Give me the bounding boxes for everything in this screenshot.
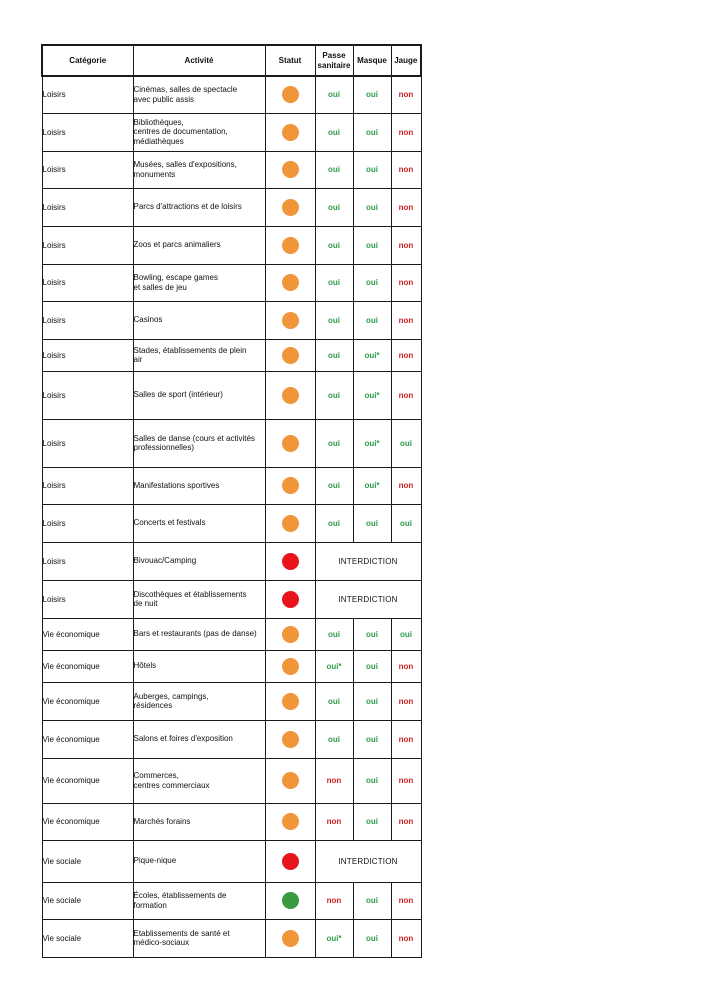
jauge-cell [391,371,421,419]
table-body [42,76,421,957]
status-orange-dot-icon [282,813,299,830]
masque-value: oui [366,315,378,325]
status-cell [265,650,315,682]
jauge-value: non [398,240,414,250]
masque-cell [353,264,391,301]
table-row [42,803,421,840]
status-red-dot-icon [282,553,299,570]
jauge-value: non [398,696,414,706]
category-cell: Loisirs [42,419,133,467]
status-orange-dot-icon [282,693,299,710]
masque-value: oui [366,278,378,287]
jauge-value: non [398,315,414,325]
category-cell: Vie économique [42,682,133,720]
jauge-cell [391,758,421,803]
jauge-cell [391,419,421,467]
jauge-value: non [398,817,414,826]
passe-value: oui [328,438,340,448]
masque-cell [353,467,391,504]
masque-cell [353,371,391,419]
jauge-value: non [398,90,414,100]
passe-cell [315,226,353,264]
jauge-value: non [398,933,414,943]
activity-cell [133,371,265,419]
masque-cell [353,803,391,840]
passe-cell [315,720,353,758]
jauge-cell [391,618,421,650]
masque-value: oui [366,240,378,250]
table-row [42,151,421,188]
jauge-cell [391,226,421,264]
passe-value: non [326,896,342,905]
activity-line: Pique-nique [133,856,177,866]
jauge-value: non [398,390,414,400]
passe-value: oui [328,315,340,325]
status-cell [265,504,315,542]
status-cell [265,264,315,301]
activity-cell [133,226,265,264]
activity-cell [133,840,265,882]
table-row [42,467,421,504]
masque-value: oui [366,202,378,212]
passe-cell [315,264,353,301]
status-orange-dot-icon [282,626,299,643]
activity-line: Écoles, établissements de [133,891,227,900]
category-cell: Loisirs [42,226,133,264]
activity-cell [133,650,265,682]
status-orange-dot-icon [282,347,299,364]
status-orange-dot-icon [282,161,299,178]
category-cell: Loisirs [42,542,133,580]
status-orange-dot-icon [282,930,299,947]
activity-cell [133,419,265,467]
activity-cell [133,264,265,301]
passe-value: oui [328,696,340,706]
jauge-value: non [398,734,414,744]
passe-cell [315,188,353,226]
table-row [42,264,421,301]
table-row [42,188,421,226]
category-cell: Vie sociale [42,919,133,957]
category-cell: Loisirs [42,371,133,419]
masque-value: oui [366,165,378,174]
status-red-dot-icon [282,591,299,608]
masque-cell [353,339,391,371]
jauge-cell [391,339,421,371]
category-cell: Loisirs [42,467,133,504]
category-cell: Loisirs [42,76,133,113]
jauge-value: non [398,481,414,490]
activity-cell [133,542,265,580]
masque-cell [353,720,391,758]
activity-line: Bowling, escape games [133,273,218,282]
activity-cell [133,467,265,504]
masque-value: oui [366,933,378,943]
status-orange-dot-icon [282,658,299,675]
status-red-dot-icon [282,853,299,870]
activity-line: centres commerciaux [133,780,210,790]
table-row [42,504,421,542]
activity-line: Bibliothèques, [133,117,184,127]
activity-line: monuments [133,169,176,179]
status-cell [265,339,315,371]
jauge-cell [391,264,421,301]
passe-value: non [326,776,342,785]
passe-cell [315,113,353,151]
activity-line: Salles de sport (intérieur) [133,390,223,400]
passe-cell [315,371,353,419]
table-row [42,580,421,618]
status-cell [265,840,315,882]
status-cell [265,371,315,419]
masque-cell [353,76,391,113]
jauge-value: oui [400,629,412,639]
activity-line: professionnelles) [133,443,194,452]
passe-value: oui [328,481,340,490]
masque-cell [353,882,391,919]
category-cell: Loisirs [42,504,133,542]
passe-value: oui [328,629,340,639]
status-cell [265,803,315,840]
table-row [42,618,421,650]
jauge-cell [391,882,421,919]
activity-line: résidences [133,701,173,710]
activity-cell [133,339,265,371]
masque-cell [353,618,391,650]
category-cell: Loisirs [42,151,133,188]
activity-line: Marchés forains [133,816,191,826]
interdiction-cell: INTERDICTION [315,580,421,618]
passe-value: oui [328,127,340,137]
activity-line: Manifestations sportives [133,480,220,490]
table-row [42,301,421,339]
activity-cell [133,76,265,113]
status-cell [265,301,315,339]
masque-cell [353,113,391,151]
passe-value: oui [328,350,340,360]
jauge-cell [391,76,421,113]
table-row [42,113,421,151]
masque-cell [353,419,391,467]
status-orange-dot-icon [282,124,299,141]
status-cell [265,151,315,188]
masque-value: oui* [364,438,380,448]
activity-cell [133,682,265,720]
header-activite: Activité [133,45,265,76]
table-row [42,371,421,419]
jauge-cell [391,803,421,840]
activity-line: Casinos [133,315,163,325]
passe-value: oui [328,240,340,250]
jauge-cell [391,113,421,151]
passe-cell [315,803,353,840]
passe-cell [315,618,353,650]
header-categorie: Catégorie [42,45,133,76]
status-orange-dot-icon [282,515,299,532]
interdiction-cell: INTERDICTION [315,542,421,580]
masque-value: oui [366,696,378,706]
jauge-value: non [398,896,414,905]
jauge-cell [391,151,421,188]
passe-cell [315,504,353,542]
masque-value: oui* [364,390,380,400]
masque-cell [353,504,391,542]
status-orange-dot-icon [282,477,299,494]
category-cell: Vie économique [42,650,133,682]
jauge-value: non [398,278,414,287]
masque-cell [353,650,391,682]
passe-cell [315,151,353,188]
status-cell [265,618,315,650]
passe-cell [315,758,353,803]
passe-cell [315,467,353,504]
masque-value: oui [366,734,378,744]
masque-cell [353,758,391,803]
status-orange-dot-icon [282,435,299,452]
category-cell: Loisirs [42,580,133,618]
status-cell [265,226,315,264]
passe-cell [315,419,353,467]
activity-line: Bivouac/Camping [133,556,197,566]
activity-cell [133,188,265,226]
table-row [42,720,421,758]
masque-value: oui* [364,481,380,490]
status-cell [265,467,315,504]
header-masque: Masque [353,45,391,76]
passe-cell [315,301,353,339]
status-cell [265,113,315,151]
activity-line: Auberges, campings, [133,691,209,701]
jauge-cell [391,650,421,682]
status-cell [265,188,315,226]
jauge-cell [391,188,421,226]
activity-line: Discothèques et établissements [133,589,247,599]
activity-line: Stades, établissements de plein [133,345,247,355]
category-cell: Loisirs [42,113,133,151]
status-cell [265,720,315,758]
jauge-cell [391,682,421,720]
table-row [42,882,421,919]
category-cell: Loisirs [42,264,133,301]
jauge-cell [391,720,421,758]
passe-cell [315,76,353,113]
jauge-value: non [398,350,414,360]
table-row [42,76,421,113]
table-row [42,226,421,264]
status-orange-dot-icon [282,86,299,103]
table-row [42,339,421,371]
passe-value: oui [328,390,340,400]
masque-cell [353,682,391,720]
passe-cell [315,882,353,919]
jauge-value: oui [400,438,412,448]
activity-cell [133,580,265,618]
status-orange-dot-icon [282,387,299,404]
status-cell [265,882,315,919]
passe-value: oui [328,202,340,212]
masque-value: oui [366,896,378,905]
activity-cell [133,803,265,840]
jauge-value: non [398,661,414,671]
status-cell [265,76,315,113]
activity-line: médico-sociaux [133,938,190,947]
activity-line: et salles de jeu [133,282,187,292]
passe-value: oui [328,165,340,174]
activity-line: Bars et restaurants (pas de danse) [133,629,257,639]
activity-line: Salles de danse (cours et activités [133,433,255,443]
table-row [42,840,421,882]
table-row [42,919,421,957]
jauge-value: oui [400,518,412,528]
status-orange-dot-icon [282,312,299,329]
category-cell: Loisirs [42,301,133,339]
masque-cell [353,188,391,226]
status-cell [265,919,315,957]
category-cell: Loisirs [42,339,133,371]
jauge-cell [391,919,421,957]
passe-value: non [326,817,342,826]
header-jauge: Jauge [391,45,421,76]
activity-line: avec public assis [133,94,194,104]
status-orange-dot-icon [282,274,299,291]
masque-value: oui [366,817,378,826]
header-passe-line1: Passe [322,50,346,60]
passe-cell [315,919,353,957]
category-cell: Vie sociale [42,882,133,919]
masque-value: oui [366,776,378,785]
category-cell: Vie économique [42,803,133,840]
activity-line: médiathèques [133,136,184,146]
activity-cell [133,919,265,957]
status-orange-dot-icon [282,731,299,748]
interdiction-cell: INTERDICTION [315,840,421,882]
header-passe-sanitaire [315,45,353,76]
activity-cell [133,720,265,758]
status-cell [265,682,315,720]
activity-cell [133,882,265,919]
activity-cell [133,504,265,542]
measures-table [41,44,422,958]
activity-line: Zoos et parcs animaliers [133,240,221,250]
masque-value: oui [366,518,378,528]
masque-cell [353,151,391,188]
activity-line: Commerces, [133,771,179,780]
activity-line: Cinémas, salles de spectacle [133,85,238,95]
category-cell: Vie sociale [42,840,133,882]
activity-line: Salons et foires d'exposition [133,734,233,744]
passe-value: oui [328,90,340,100]
activity-cell [133,301,265,339]
status-orange-dot-icon [282,772,299,789]
jauge-value: non [398,776,414,785]
passe-value: oui* [326,661,342,671]
masque-value: oui [366,629,378,639]
header-passe-line2: sanitaire [317,60,351,70]
jauge-cell [391,504,421,542]
status-cell [265,580,315,618]
activity-line: centres de documentation, [133,127,228,137]
table-row [42,650,421,682]
category-cell: Vie économique [42,618,133,650]
header-row [42,45,421,76]
jauge-value: non [398,127,414,137]
table-row [42,419,421,467]
status-cell [265,542,315,580]
status-cell [265,758,315,803]
category-cell: Loisirs [42,188,133,226]
activity-line: formation [133,900,167,910]
status-cell [265,419,315,467]
activity-line: Etablissements de santé et [133,928,230,938]
passe-value: oui [328,518,340,528]
table-row [42,758,421,803]
masque-cell [353,301,391,339]
passe-value: oui* [326,933,342,943]
activity-line: Hôtels [133,661,157,671]
category-cell: Vie économique [42,758,133,803]
activity-cell [133,618,265,650]
jauge-cell [391,301,421,339]
activity-line: Concerts et festivals [133,518,206,528]
masque-value: oui [366,661,378,671]
header-statut: Statut [265,45,315,76]
status-orange-dot-icon [282,237,299,254]
passe-cell [315,339,353,371]
jauge-cell [391,467,421,504]
masque-value: oui* [364,350,380,360]
activity-line: de nuit [133,599,158,608]
table-row [42,682,421,720]
jauge-value: non [398,202,414,212]
masque-cell [353,919,391,957]
activity-cell [133,151,265,188]
activity-line: air [133,355,143,364]
activity-cell [133,758,265,803]
table-row [42,542,421,580]
status-orange-dot-icon [282,199,299,216]
activity-line: Parcs d'attractions et de loisirs [133,202,242,212]
status-green-dot-icon [282,892,299,909]
masque-value: oui [366,90,378,100]
category-cell: Vie économique [42,720,133,758]
passe-value: oui [328,734,340,744]
activity-cell [133,113,265,151]
passe-cell [315,682,353,720]
masque-value: oui [366,127,378,137]
activity-line: Musées, salles d'expositions, [133,160,237,169]
jauge-value: non [398,165,414,174]
passe-cell [315,650,353,682]
masque-cell [353,226,391,264]
passe-value: oui [328,278,340,287]
